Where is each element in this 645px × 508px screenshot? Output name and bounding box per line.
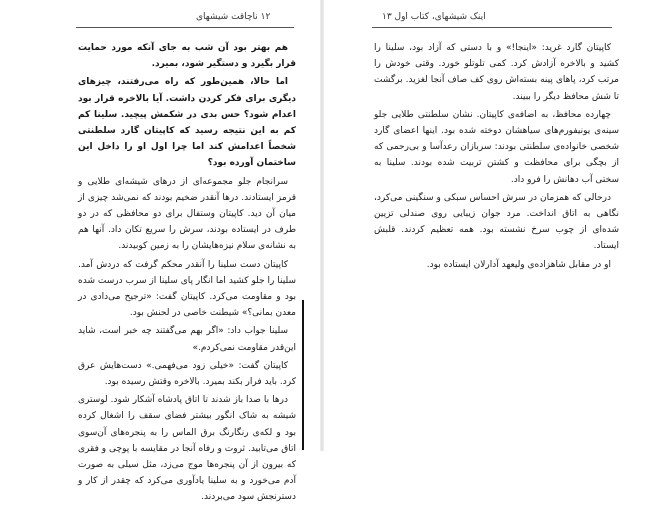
page-body <box>374 40 619 275</box>
paragraph: چهارده محافظ، به اضافه‌ی کاپیتان. نشان سلطنتی طلایی جلو سینه‌ی یونیفورم‌های سیاهشان دوخته شده بود. اینها اعضای گارد شخصی خانواده‌ی سلطنتی بودند: سربازان رعدآسا و بی‌رحمی که از بچگی برای محافظت و کشتن تربیت شده بودند. سلینا به سختی آب دهانش را فرو داد. <box>374 109 619 185</box>
paragraph: سرانجام جلو مجموعه‌ای از درهای شیشه‌ای طلایی و قرمز ایستادند. درها آنقدر ضخیم بودند که نمی‌شد چیزی از میان آن دید. کاپیتان وستفال برای دو محافظی که در دو طرف در ایستاده بودند، سرش را سریع تکان داد. آنها هم به نشانه‌ی سلام نیزه‌هایشان را به زمین کوبیدند. <box>78 176 296 252</box>
page-header: ۱۲ ناچاقت شیشهای <box>196 12 271 22</box>
paragraph: او در مقابل شاهزاده‌ی ولیعهد آدارلان ایستاده بود. <box>426 259 611 270</box>
margin-mark <box>302 300 304 450</box>
page-body <box>78 40 296 508</box>
paragraph: هم بهتر بود آن شب به جای آنکه مورد حمایت قرار بگیرد و دستگیر شود، بمیرد. <box>78 43 296 70</box>
paragraph: کاپیتان دست سلینا را آنقدر محکم گرفت که دردش آمد. سلینا را جلو کشید اما انگار پای سلینا از سرب درست شده بود و مقاومت می‌کرد. کاپیتان گفت: «ترجیح می‌دادی در معدن بمانی؟» شیطنت خاصی در لحنش بود. <box>78 259 296 319</box>
paragraph: کاپیتان گفت: «خیلی زود می‌فهمی.» دست‌هایش عرق کرد. باید فرار بکند بمیرد. بالاخره وقتش رسیده بود. <box>78 360 296 388</box>
left-page <box>0 0 322 503</box>
right-page <box>322 0 645 451</box>
paragraph: سلینا جواب داد: «اگر بهم می‌گفتند چه خبر است، شاید این‌قدر مقاومت نمی‌کردم.» <box>78 326 296 353</box>
paragraph: کاپیتان گارد غرید: «اینجا!» و با دستی که آزاد بود، سلینا را کشید و بالاخره آزادش کرد. کمی تلوتلو خورد. وقتی خودش را مرتب کرد، پاهای پینه بسته‌اش روی کف صاف آنجا لغزید. برگشت تا شش محافظ دیگر را ببیند. <box>374 43 619 102</box>
page-header: اینک شیشهای، کتاب اول ۱۳ <box>382 12 486 22</box>
paragraph: درحالی که همزمان در سرش احساس سبکی و سنگینی می‌کرد، نگاهی به اتاق انداخت. مرد جوان زیبایی روی صندلی تزیین شده‌ای از چوب سرخ نشسته بود. همه تعظیم کردند. قلبش ایستاد. <box>374 192 619 252</box>
paragraph: اما حالا، همین‌طور که راه می‌رفتند، چیزهای دیگری برای فکر کردن داشت. آیا بالاخره قرار بود اعدام شود؟ حس بدی در شکمش پیچید. سلینا کم کم به این نتیجه رسید که کاپیتان گارد سلطنتی شخصاً اعدامش کند اما چرا اول او را داخل این ساختمان آورده بود؟ <box>78 77 296 169</box>
paragraph: درها با صدا باز شدند تا اتاق پادشاه آشکار شود. لوستری شیشه به شاک انگور بیشتر فضای سقف را اشغال کرده بود و لکه‌ی رنگارنگ برق الماس را به پنجره‌های آن‌سوی اتاق می‌تابید. ثروت و رفاه آنجا در مقایسه با پوچی و فقری که بیرون از آن پنجره‌ها موج می‌زد، مثل سیلی به صورت آدم می‌خورد و به سلینا یادآوری می‌کرد که چقدر از کار و دسترنجش سود می‌بردند. <box>78 395 296 503</box>
header-rule <box>76 27 294 28</box>
header-rule <box>372 27 612 28</box>
